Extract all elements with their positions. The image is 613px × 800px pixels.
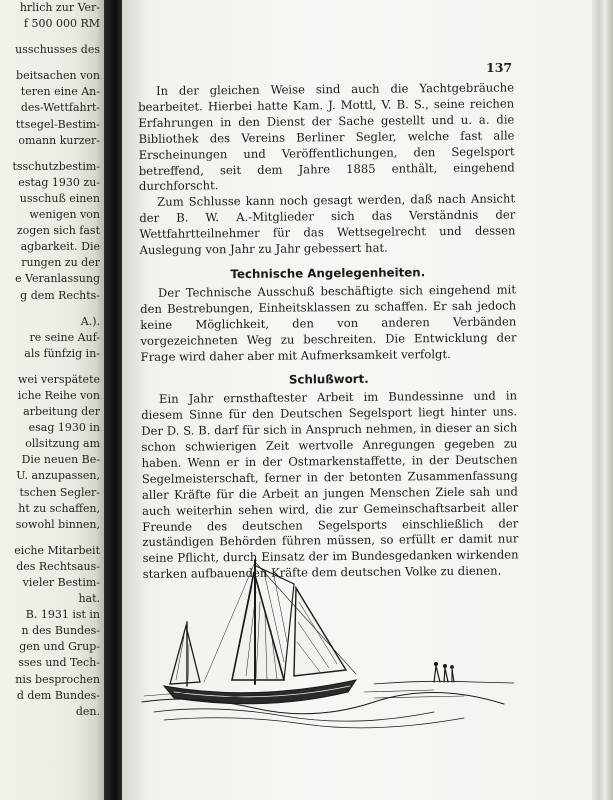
- left-page-line: wenigen von: [29, 208, 100, 222]
- right-page: [122, 0, 592, 800]
- left-page-line: usschuß einen: [19, 191, 100, 205]
- left-page-line: den.: [75, 704, 100, 718]
- left-page-line: tschen Segler-: [19, 485, 100, 499]
- left-page-line: des Rechtsaus-: [16, 559, 100, 573]
- left-page-line: U. anzupassen,: [16, 469, 100, 483]
- left-page-line: tsschutzbestim-: [12, 159, 100, 173]
- left-page-line: zogen sich fast: [16, 224, 100, 238]
- left-page-gap: [0, 32, 100, 42]
- left-page-line: ttsegel-Bestim-: [15, 117, 100, 131]
- left-page-line: omann kurzer-: [18, 133, 100, 147]
- left-page-line: vieler Bestim-: [22, 576, 100, 589]
- left-page-line: hat.: [78, 592, 100, 606]
- left-page-line: gen und Grup-: [19, 640, 100, 654]
- left-page-gap: [0, 304, 100, 314]
- left-page-line: sses und Tech-: [18, 656, 100, 670]
- section-title-closing-word: Schlußwort.: [288, 372, 369, 387]
- left-page-line: e Veranlassung: [15, 272, 100, 286]
- intro-paragraph: In der gleichen Weise sind auch die Yachtgebräuche bearbeitet. Hierbei hatte Kam. J. Mottl, V. B. S., seine reichen Erfahrungen in den Dienst der Sache gestellt und u. a. die Bibliothek des Vereins Berliner Segler, welche fast alle Erscheinungen und Veröffentlichungen, den Segelsport betreffend, seit dem Jahre 1885 enthält, eingehend durchforscht.: [138, 80, 515, 194]
- left-page-line: agbarkeit. Die: [20, 240, 100, 254]
- left-page-line: iche Reihe von: [17, 388, 100, 402]
- left-page-gap: [0, 533, 100, 543]
- left-page-line: usschusses des: [15, 43, 100, 57]
- closing-remark-paragraph: Zum Schlusse kann noch gesagt werden, daß nach Ansicht der B. W. A.-Mitglieder sich das Verständnis der Wettfahrtteilnehmer für das Wettsegelrecht und dessen Auslegung von Jahr zu Jahr gebessert hat.: [139, 191, 516, 258]
- left-page-line: re seine Auf-: [29, 330, 100, 344]
- left-page-line: n des Bundes-: [21, 624, 100, 638]
- section-title-technical: Technische Angelegenheiten.: [230, 265, 426, 282]
- left-page-line: sowohl binnen,: [15, 517, 100, 531]
- left-page-line: estag 1930 zu-: [18, 175, 100, 189]
- left-page-line: f 500 000 RM: [23, 17, 100, 31]
- left-page-line: esag 1930 in: [28, 421, 100, 435]
- left-page-gap: [0, 362, 100, 372]
- left-page-line: B. 1931 ist in: [25, 608, 100, 622]
- page-body: [138, 80, 519, 583]
- left-page-line: rungen zu der: [21, 256, 100, 270]
- left-page-line: teren eine An-: [20, 85, 100, 99]
- left-page-line: arbeitung der: [23, 405, 100, 419]
- left-page: [0, 0, 104, 800]
- left-page-line: Die neuen Be-: [21, 453, 100, 467]
- sailboat-illustration: [134, 552, 524, 742]
- left-page-line: d dem Bundes-: [16, 688, 100, 702]
- left-page-text: [0, 0, 100, 720]
- left-page-line: A.).: [80, 314, 100, 328]
- left-page-line: ht zu schaffen,: [18, 501, 100, 515]
- left-page-line: beitsachen von: [16, 69, 100, 83]
- page-number: 137: [486, 60, 513, 75]
- left-page-gap: [0, 149, 100, 159]
- section-body-technical: Der Technische Ausschuß beschäftigte sich eingehend mit den Bestrebungen, Einheitsklassen zu schaffen. Er sah jedoch keine Möglichkeit, den von anderen Verbänden vorgezeichneten Weg zu beschreiten. Die Entwicklung der Frage wird daher aber mit Aufmerksamkeit verfolgt.: [140, 282, 517, 364]
- left-page-line: g dem Rechts-: [20, 288, 100, 302]
- left-page-gap: [0, 58, 100, 68]
- page-edge: [592, 0, 613, 800]
- left-page-line: wei verspätete: [17, 372, 100, 386]
- left-page-line: nis besprochen: [15, 672, 100, 686]
- left-page-line: ollsitzung am: [25, 437, 100, 451]
- left-page-line: eiche Mitarbeit: [14, 543, 100, 557]
- section-body-closing-word: Ein Jahr ernsthaftester Arbeit im Bundessinne und in diesem Sinne für den Deutschen Segelsport liegt hinter uns. Der D. S. B. darf für sich in Anspruch nehmen, in dieser an sich schon schwierigen Zeit wertvolle Anregungen gegeben zu haben. Wenn er in der Ostmarkenstaffette, in der Deutschen Segelmeisterschaft, ferner in der betonten Zusammenfassung aller Kräfte für die Arbeit an jungen Menschen Ziele sah und auch weiterhin sehen wird, die zur Gemeinschaftsarbeit aller Freunde des deutschen Segelsports einschließlich der zuständigen Behörden führen müssen, so erfüllt er damit nur seine Pflicht, durch Einsatz der im Bundesgedanken wirkenden starken aufbauenden Kräfte dem deutschen Volke zu dienen.: [141, 388, 519, 582]
- left-page-line: hrlich zur Ver-: [19, 1, 100, 14]
- left-page-line: des-Wettfahrt-: [20, 101, 100, 115]
- left-page-line: als fünfzig in-: [24, 346, 100, 360]
